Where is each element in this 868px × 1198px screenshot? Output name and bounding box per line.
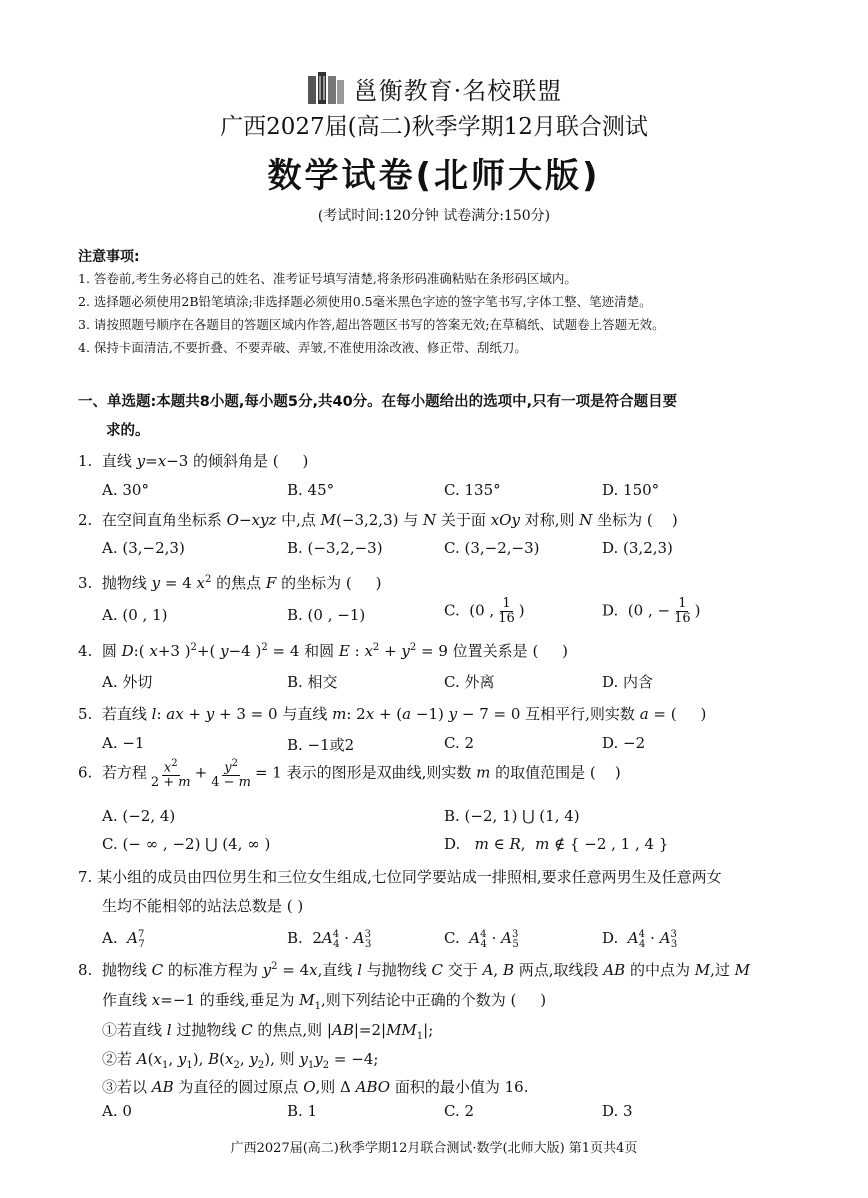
section-heading-cont: 求的。 [106,423,150,439]
q3-option-b: B. (0 , −1) [287,606,366,624]
notes-heading: 注意事项: [78,249,140,265]
q6-option-c: C. (− ∞ , −2) ⋃ (4, ∞ ) [102,835,271,853]
question-3: 3. 抛物线 y = 4 $x^2$ 的焦点 F 的坐标为 ( ) [78,574,382,592]
note-item: 4. 保持卡面清洁,不要折叠、不要弄破、弄皱,不准使用涂改液、修正带、刮纸刀。 [78,340,527,355]
question-5: 5. 若直线 l: ax + y + 3 = 0 与直线 m: 2x + (a −1) y − 7 = 0 互相平行,则实数 a = ( ) [78,705,707,723]
note-item: 3. 请按照题号顺序在各题目的答题区域内作答,超出答题区书写的答案无效;在草稿纸、试题卷上答题无效。 [78,317,665,332]
q5-option-b: B. −1或2 [287,736,355,754]
question-1: 1. 直线 y=x−3 的倾斜角是 ( ) [78,452,309,470]
q7-option-c: C. $A^4_4 \cdot A^3_5$ [444,929,519,950]
q8-option-b: B. 1 [287,1102,318,1120]
q1-option-c: C. 135° [444,481,501,499]
q1-option-b: B. 45° [287,481,335,499]
page-footer: 广西2027届(高二)秋季学期12月联合测试·数学(北师大版) 第1页共4页 [230,1141,638,1156]
q6-option-d: D. m ∈ R, m ∉ { −2 , 1 , 4 } [444,835,669,853]
q5-option-c: C. 2 [444,734,475,752]
page-title: 数学试卷(北师大版) [267,156,601,196]
q4-option-d: D. 内含 [602,673,654,691]
q7-option-d: D. $A^4_4 \cdot A^3_3$ [602,929,678,950]
q8-option-a: A. 0 [102,1102,132,1120]
q2-option-c: C. (3,−2,−3) [444,539,540,557]
books-logo-icon [306,70,346,106]
q3-option-d: D. (0 , − $\frac{1}{16}$ ) [602,596,701,626]
q2-option-a: A. (3,−2,3) [102,539,185,557]
q1-option-a: A. 30° [102,481,149,499]
q7-option-a: A. $A^7_7$ [102,929,145,950]
question-2: 2. 在空间直角坐标系 O−xyz 中,点 M(−3,2,3) 与 N 关于面 xOy 对称,则 N 坐标为 ( ) [78,511,678,529]
q8-statement-2: ②若 $A(x_1$, $y_1$), $B(x_2$, $y_2$), 则 $y_1y_2 = -4$; [102,1050,379,1071]
q2-option-d: D. (3,2,3) [602,539,673,557]
q4-option-a: A. 外切 [102,673,153,691]
question-7-cont: 生均不能相邻的站法总数是 ( ) [102,897,304,915]
q5-option-a: A. −1 [102,734,145,752]
question-4: 4. 圆 D:( x+3 )$^2$+( y−4 )$^2$ = 4 和圆 E : $x^2 + y^2 = 9$ 位置关系是 ( ) [78,642,568,660]
question-7: 7. 某小组的成员由四位男生和三位女生组成,七位同学要站成一排照相,要求任意两男生及任意两女 [78,868,722,886]
q4-option-c: C. 外离 [444,673,495,691]
q8-option-c: C. 2 [444,1102,475,1120]
q4-option-b: B. 相交 [287,673,338,691]
q8-option-d: D. 3 [602,1102,633,1120]
q3-option-c: C. (0 , $\frac{1}{16}$ ) [444,596,525,626]
q8-statement-1: ①若直线 l 过抛物线 C 的焦点,则 $|AB|=2|MM_1|$; [102,1021,434,1042]
q2-option-b: B. (−3,2,−3) [287,539,383,557]
exam-subtitle: 广西2027届(高二)秋季学期12月联合测试 [220,114,648,140]
q3-option-a: A. (0 , 1) [102,606,168,624]
q8-statement-3: ③若以 AB 为直径的圆过原点 O,则 Δ ABO 面积的最小值为 16. [102,1078,529,1096]
question-6: 6. 若方程 $\frac{x^2}{2 + m}$ + $\frac{y^2}{4 - m}$ = 1 表示的图形是双曲线,则实数 m 的取值范围是 ( ) [78,758,621,791]
q1-option-d: D. 150° [602,481,660,499]
section-heading: 一、单选题:本题共8小题,每小题5分,共40分。在每小题给出的选项中,只有一项是符合题目要 [78,394,678,410]
q5-option-d: D. −2 [602,734,646,752]
note-item: 1. 答卷前,考生务必将自己的姓名、准考证号填写清楚,将条形码准确粘贴在条形码区域内。 [78,271,577,286]
question-8: 8. 抛物线 C 的标准方程为 $y^2 = 4x$,直线 l 与抛物线 C 交于 A, B 两点,取线段 AB 的中点为 M,过 M [78,961,750,979]
exam-info: (考试时间:120分钟 试卷满分:150分) [317,208,551,224]
question-8-cont: 作直线 x=−1 的垂线,垂足为 $M_1$,则下列结论中正确的个数为 ( ) [102,991,547,1012]
org-name: 邕衡教育·名校联盟 [353,76,563,105]
q6-option-a: A. (−2, 4) [102,807,176,825]
organization-header [0,70,868,112]
q6-option-b: B. (−2, 1) ⋃ (1, 4) [444,807,580,825]
q7-option-b: B. $2A^4_4 \cdot A^3_3$ [287,929,372,950]
note-item: 2. 选择题必须使用2B铅笔填涂;非选择题必须使用0.5毫米黑色字迹的签字笔书写,字体工整、笔迹清楚。 [78,294,652,309]
